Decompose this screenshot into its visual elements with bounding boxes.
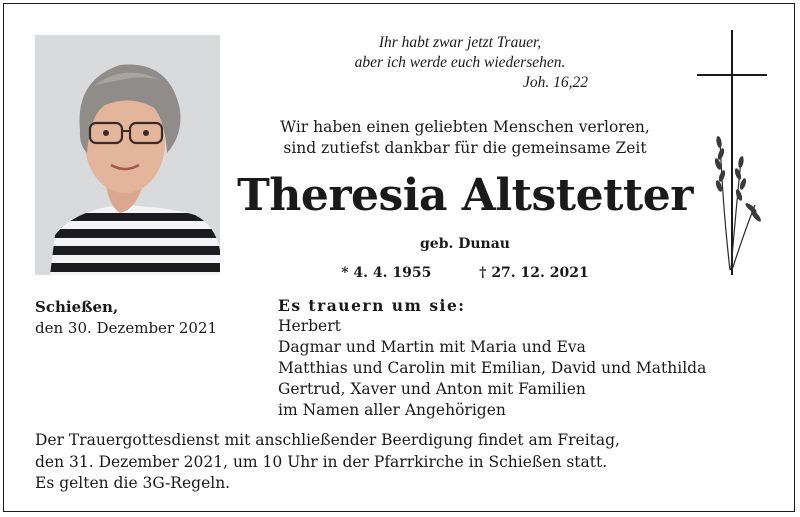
place-date — [35, 297, 217, 339]
service-line: Der Trauergottesdienst mit anschließender Beerdigung findet am Freitag, — [35, 431, 620, 449]
cross-icon — [695, 30, 770, 280]
mourner-line: Herbert — [278, 317, 341, 335]
intro-text — [240, 117, 690, 159]
quote-source: Joh. 16,22 — [522, 74, 588, 91]
mourner-line: Matthias und Carolin mit Emilian, David und Mathilda — [278, 359, 707, 377]
deceased-name: Theresia Altstetter — [237, 170, 693, 221]
service-line: Es gelten die 3G-Regeln. — [35, 474, 231, 492]
mourner-line: im Namen aller Angehörigen — [278, 401, 506, 419]
date: den 30. Dezember 2021 — [35, 319, 218, 337]
maiden-name: geb. Dunau — [420, 236, 510, 252]
mourners-list — [278, 295, 706, 421]
quote-line: aber ich werde euch wiedersehen. — [354, 54, 566, 71]
death-date: † 27. 12. 2021 — [479, 265, 589, 281]
portrait-photo — [35, 35, 220, 275]
bible-quote — [330, 33, 590, 93]
quote-line: Ihr habt zwar jetzt Trauer, — [378, 34, 542, 51]
life-dates — [240, 265, 690, 281]
service-line: den 31. Dezember 2021, um 10 Uhr in der Pfarrkirche in Schießen statt. — [35, 452, 608, 471]
place: Schießen, — [35, 298, 119, 316]
service-info — [35, 430, 765, 495]
birth-date: * 4. 4. 1955 — [341, 265, 432, 281]
intro-line: sind zutiefst dankbar für die gemeinsame Zeit — [283, 139, 647, 157]
intro-line: Wir haben einen geliebten Menschen verloren, — [280, 118, 650, 136]
mourners-heading: Es trauern um sie: — [278, 296, 466, 315]
mourner-line: Dagmar und Martin mit Maria und Eva — [278, 338, 586, 356]
mourner-line: Gertrud, Xaver und Anton mit Familien — [278, 380, 586, 398]
